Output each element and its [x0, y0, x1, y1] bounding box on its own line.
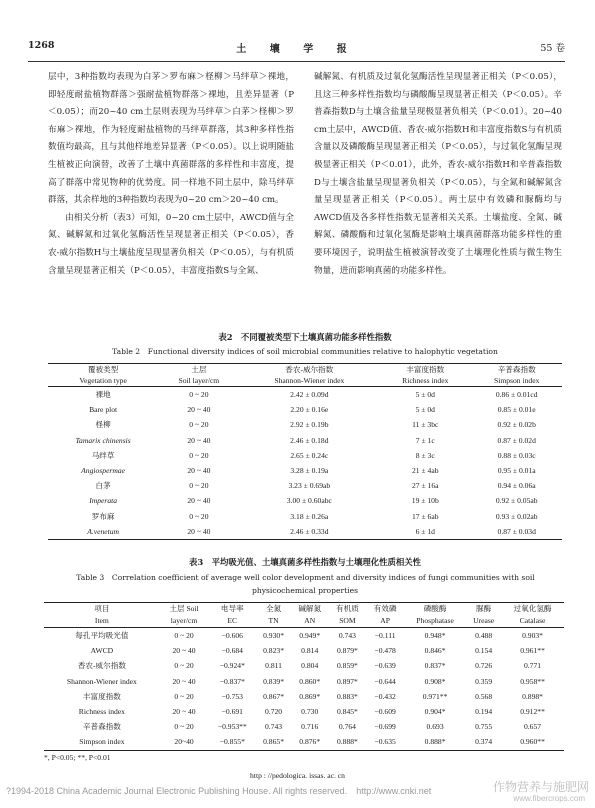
table-cell: −0.753 — [221, 691, 243, 701]
table-cell: 0.87 ± 0.03d — [497, 526, 536, 536]
row-label-cell: Simpson index — [79, 737, 125, 747]
column-header: Simpson index — [494, 376, 540, 385]
table-cell: 0.374 — [475, 737, 493, 747]
watermark-url: www.fibercrops.com — [513, 794, 585, 803]
table-cell: −0.606 — [221, 631, 243, 641]
table-cell: 5 ± 0d — [415, 390, 435, 400]
table-row — [44, 719, 564, 734]
table-cell: 17 ± 6ab — [412, 511, 439, 521]
table-cell: 0.94 ± 0.06a — [497, 481, 536, 491]
column-header: Vegetation type — [79, 376, 127, 385]
table-cell: 0.948* — [424, 631, 446, 641]
copyright-line: ?1994-2018 China Academic Journal Electronic Publishing House. All rights reserved. http://www.cnki.net — [6, 786, 432, 796]
table-cell: −0.609 — [374, 707, 396, 717]
table-cell: −0.691 — [221, 707, 243, 717]
table-row — [48, 387, 562, 403]
table-cell: 0.194 — [475, 707, 493, 717]
table-cell: 2.92 ± 0.19b — [290, 420, 329, 430]
table-cell: 27 ± 16a — [412, 481, 439, 491]
column-header: layer/cm — [170, 616, 198, 625]
table-cell: 0.897* — [336, 676, 358, 686]
table-cell: 3.28 ± 0.19a — [290, 466, 329, 476]
table-cell: 0.971** — [422, 691, 448, 701]
column-header: 碱解氮 — [298, 604, 322, 613]
table-cell: −0.432 — [374, 691, 396, 701]
table-cell: 0 ~ 20 — [189, 481, 209, 491]
volume-label: 55 卷 — [540, 43, 565, 54]
table-cell: −0.855* — [219, 737, 245, 747]
row-label-cell: Shannon-Wiener index — [66, 676, 137, 686]
table-cell: 2.46 ± 0.18d — [290, 435, 329, 445]
table-row — [44, 628, 564, 644]
column-header: 土层 Soil — [169, 604, 199, 613]
column-header: Catalase — [519, 616, 546, 625]
table-cell: 8 ± 3c — [415, 450, 435, 460]
column-header: Phosphatase — [416, 616, 454, 625]
table-cell: 5 ± 0d — [415, 405, 435, 415]
table-cell: 0.845* — [336, 707, 358, 717]
column-header: 辛普森指数 — [497, 365, 536, 374]
running-header — [28, 40, 565, 56]
table-cell: 0.869* — [299, 691, 321, 701]
table-cell: 0.859* — [336, 661, 358, 671]
row-label-cell: Bare plot — [89, 405, 118, 415]
table-cell: −0.953** — [217, 722, 247, 732]
table-row — [48, 433, 562, 448]
column-header: 有效磷 — [373, 604, 397, 613]
table-cell: 20 ~ 40 — [172, 707, 196, 717]
table-cell: 0.865* — [263, 737, 284, 747]
table-row — [48, 524, 562, 540]
table-cell: −0.837* — [219, 676, 245, 686]
table-cell: 0 ~ 20 — [174, 722, 194, 732]
table-cell: 0 ~ 20 — [174, 631, 194, 641]
table-cell: 0 ~ 20 — [189, 420, 209, 430]
table-cell: 0.904* — [424, 707, 446, 717]
table2-caption-cn: 表2 不同覆被类型下土壤真菌功能多样性指数 — [218, 332, 392, 342]
table3 — [44, 602, 564, 751]
paragraph: 由相关分析（表3）可知，0~20 cm土层中，AWCD值与全氮、碱解氮和过氧化氢酶活性呈现显著正相关（P＜0.05），香农-威尔指数H与土壤盐度呈现显著负相关（P＜0.05），与有机质含量呈现显著正相关（P＜0.05），丰富度指数S与全氮、 — [48, 212, 294, 276]
table-cell: 0.726 — [475, 661, 493, 671]
table-row — [44, 674, 564, 689]
row-label-cell: 丰富度指数 — [82, 691, 121, 701]
table-cell: 0.154 — [475, 646, 493, 656]
header-rule — [28, 61, 565, 62]
table2-caption-en: Table 2 Functional diversity indices of soil microbial communities relative to halophytic vegetation — [112, 347, 498, 356]
table-cell: 20 ~ 40 — [187, 466, 211, 476]
row-label-cell: 马绊草 — [91, 450, 115, 460]
table2 — [48, 363, 562, 540]
column-header: Richness index — [402, 376, 449, 385]
table-cell: 0.823* — [263, 646, 284, 656]
table-row — [48, 448, 562, 463]
column-header: 全氮 — [265, 604, 282, 613]
table-cell: 0.771 — [523, 661, 542, 671]
table-header-row-en — [44, 615, 564, 628]
table-cell: 0.359 — [475, 676, 493, 686]
table-cell: −0.644 — [374, 676, 396, 686]
table-note: *, P<0.05; **, P<0.01 — [44, 753, 111, 762]
right-text-column — [314, 69, 562, 280]
table-cell: 0.888* — [424, 737, 446, 747]
table-cell: 0.960** — [520, 737, 545, 747]
table-cell: 3.23 ± 0.69ab — [288, 481, 331, 491]
column-header: 土层 — [191, 365, 207, 374]
table-cell: 3.18 ± 0.26a — [290, 511, 329, 521]
table-header-row-en — [48, 375, 562, 387]
table-cell: 0.839* — [263, 676, 284, 686]
row-label-cell: Angiospermae — [81, 466, 126, 476]
table-row — [44, 689, 564, 704]
row-label-cell: Tamarix chinensis — [75, 435, 131, 445]
table-cell: 0.883* — [336, 691, 358, 701]
table-cell: 0.804 — [301, 661, 319, 671]
row-label-cell: 每孔平均吸光值 — [75, 631, 129, 641]
column-header: 有机质 — [336, 604, 359, 613]
row-label-cell: 白茅 — [95, 481, 111, 491]
table-cell: 0.743 — [338, 631, 356, 641]
table-cell: 0.898* — [522, 691, 543, 701]
row-label-cell: Imperata — [89, 496, 118, 506]
column-header: EC — [227, 616, 238, 625]
column-header: Soil layer/cm — [178, 376, 220, 385]
table-cell: 0.85 ± 0.01e — [497, 405, 536, 415]
table-cell: 7 ± 1c — [415, 435, 435, 445]
row-label-cell: 辛普森指数 — [82, 722, 121, 732]
table-cell: −0.699 — [374, 722, 396, 732]
column-header: 脲酶 — [476, 604, 492, 613]
row-label-cell: Richness index — [78, 707, 125, 717]
table-row — [44, 734, 564, 750]
table-cell: −0.924* — [219, 661, 245, 671]
column-header: AP — [380, 616, 390, 625]
table-cell: 2.20 ± 0.16e — [290, 405, 329, 415]
table-cell: 0 ~ 20 — [189, 390, 209, 400]
table-cell: 0.743 — [265, 722, 283, 732]
table-cell: 0.912** — [520, 707, 545, 717]
watermark-text: 作物营养与施肥网 — [492, 780, 589, 794]
table-cell: 20 ~ 40 — [187, 526, 211, 536]
table-cell: 0 ~ 20 — [174, 691, 194, 701]
table-cell: 0.867* — [263, 691, 284, 701]
table-cell: 20 ~ 40 — [187, 435, 211, 445]
table-row — [48, 417, 562, 432]
table-cell: −0.684 — [221, 646, 243, 656]
table-cell: 21 ± 4ab — [412, 466, 439, 476]
table-cell: 0.958** — [520, 676, 545, 686]
column-header: 香农-威尔指数 — [285, 365, 334, 374]
journal-title: 土 壤 学 报 — [236, 44, 357, 55]
table-cell: 0 ~ 20 — [174, 661, 194, 671]
table3-caption-en: Table 3 Correlation coefficient of average well color development and diversity indices of fungi communities with soil — [76, 573, 535, 582]
table-cell: 0 ~ 20 — [189, 450, 209, 460]
table-cell: 0.693 — [426, 722, 444, 732]
table-row — [44, 704, 564, 719]
table-cell: 0.949* — [299, 631, 321, 641]
column-header: 磷酸酶 — [423, 604, 447, 613]
table-cell: 20 ~ 40 — [172, 646, 196, 656]
table-row — [48, 493, 562, 508]
column-header: 电导率 — [220, 604, 244, 613]
table-cell: 0.95 ± 0.01a — [497, 466, 536, 476]
table-cell: −0.478 — [374, 646, 396, 656]
table-cell: 0.92 ± 0.05ab — [495, 496, 538, 506]
footer-url: http : //pedologica. issas. ac. cn — [250, 771, 345, 780]
left-text-column — [48, 69, 294, 280]
table-cell: 0.92 ± 0.02b — [497, 420, 536, 430]
table-row — [48, 463, 562, 478]
column-header: Shannon-Wiener index — [274, 376, 345, 385]
table-cell: 20 ~ 40 — [187, 405, 211, 415]
table-cell: 0.730 — [301, 707, 319, 717]
table-cell: 0.568 — [475, 691, 493, 701]
row-label-cell: 香农-威尔指数 — [77, 661, 126, 671]
table-cell: 0.908* — [424, 676, 446, 686]
column-header: TN — [268, 616, 279, 625]
table-header-row-cn — [48, 364, 562, 376]
column-header: AN — [304, 616, 316, 625]
table-cell: 0.764 — [338, 722, 356, 732]
table-cell: 19 ± 10b — [411, 496, 439, 506]
table-cell: 11 ± 3bc — [412, 420, 439, 430]
table-cell: −0.635 — [374, 737, 396, 747]
table-cell: −0.639 — [374, 661, 396, 671]
table-cell: 0.811 — [265, 661, 282, 671]
table-cell: 20 ~ 40 — [187, 496, 211, 506]
table3-caption-cn: 表3 平均吸光值、土壤真菌多样性指数与土壤理化性质相关性 — [189, 557, 421, 567]
table-cell: 0.86 ± 0.01cd — [495, 390, 538, 400]
table-cell: 0.716 — [301, 722, 319, 732]
table-header-row-cn — [44, 603, 564, 616]
table-cell: 0.888* — [336, 737, 358, 747]
table-cell: 0.879* — [336, 646, 358, 656]
table-cell: 0.814 — [301, 646, 319, 656]
column-header: Item — [94, 616, 109, 625]
table-cell: 2.65 ± 0.24c — [290, 450, 329, 460]
table-cell: 20 ~ 40 — [172, 676, 196, 686]
column-header: 丰富度指数 — [406, 365, 445, 374]
table-row — [48, 402, 562, 417]
table-cell: 0.837* — [424, 661, 446, 671]
column-header: SOM — [339, 616, 356, 625]
table-cell: 2.42 ± 0.09d — [290, 390, 329, 400]
page-number: 1268 — [28, 40, 55, 51]
column-header: Urease — [473, 616, 495, 625]
table-row — [44, 658, 564, 673]
column-header: 覆被类型 — [87, 365, 119, 374]
table-cell: 0.720 — [265, 707, 283, 717]
row-label-cell: 罗布麻 — [91, 511, 115, 521]
column-header: 过氧化氢酶 — [513, 604, 552, 613]
table-cell: 0.755 — [475, 722, 493, 732]
table-cell: 0.961** — [520, 646, 545, 656]
table-cell: 0 ~ 20 — [189, 511, 209, 521]
table-cell: 0.657 — [523, 722, 542, 732]
paragraph: 碱解氮、有机质及过氧化氢酶活性呈现显著正相关（P＜0.05），且这三种多样性指数均与磷酸酶呈现显著正相关（P＜0.05）。辛普森指数D与土壤含盐量呈现极显著负相关（P＜0.01）。20~40 cm土层中，AWCD值、香农-威尔指数H和丰富度指数S与有机质含量以及磷酸酶呈现显著正相关（P＜0.05），与过氧化氢酶呈现极显著正相关（P＜0.01），此外，香农-威尔指数H和辛普森指数D与土壤含盐量呈现显著负相关（P＜0.05），与全氮和碱解氮含量呈现显著正相关（P＜0.05）。两土层中有效磷和脲酶均与AWCD值及各多样性指数无显著相关关系。土壤盐度、全氮、碱解氮、磷酸酶和过氧化氢酶是影响土壤真菌群落功能多样性的重要环境因子，说明盐生植被演替改变了土壤理化性质与微生物生物量，进而影响真菌的功能多样性。 — [314, 72, 562, 276]
table-row — [44, 643, 564, 658]
table-cell: −0.111 — [374, 631, 396, 641]
row-label-cell: 柽柳 — [95, 420, 111, 430]
table-cell: 0.903* — [522, 631, 543, 641]
table-cell: 0.876* — [299, 737, 321, 747]
table-row — [48, 509, 562, 524]
table-cell: 0.930* — [263, 631, 284, 641]
table-cell: 0.88 ± 0.03c — [497, 450, 536, 460]
table-cell: 20~40 — [174, 737, 194, 747]
table-cell: 0.488 — [475, 631, 493, 641]
table-row — [48, 478, 562, 493]
table3-caption-en-2: physicochemical properties — [251, 586, 358, 595]
table-cell: 6 ± 1d — [415, 526, 435, 536]
table-cell: 2.46 ± 0.33d — [290, 526, 329, 536]
table-cell: 0.860* — [299, 676, 321, 686]
table-cell: 0.93 ± 0.02ab — [495, 511, 538, 521]
row-label-cell: 裸地 — [95, 390, 111, 400]
table-cell: 0.846* — [424, 646, 446, 656]
table-cell: 0.87 ± 0.02d — [497, 435, 536, 445]
column-header: 项目 — [94, 604, 110, 613]
row-label-cell: AWCD — [90, 646, 114, 656]
row-label-cell: A.venetum — [87, 526, 120, 536]
paragraph: 层中，3种指数均表现为白茅＞罗布麻＞柽柳＞马绊草＞裸地，即轻度耐盐植物群落＞强耐盐植物群落＞裸地，且差异显著（P＜0.05）；而20~40 cm土层则表现为马绊草＞白茅＞柽柳＞罗布麻＞裸地，作为轻度耐盐植物的马绊草群落，其3种多样性指数值均最高，且与其他样地差异显著（P＜0.05）。以上说明随盐生植被正向演替，改善了土壤中真菌群落的多样性和丰富度，提高了群落中常见物种的优势度。同一样地不同土层中，除马绊草群落，其余样地的3种指数均表现为0~20 cm＞20~40 cm。 — [48, 72, 294, 206]
table-cell: 3.00 ± 0.60abc — [286, 496, 332, 506]
